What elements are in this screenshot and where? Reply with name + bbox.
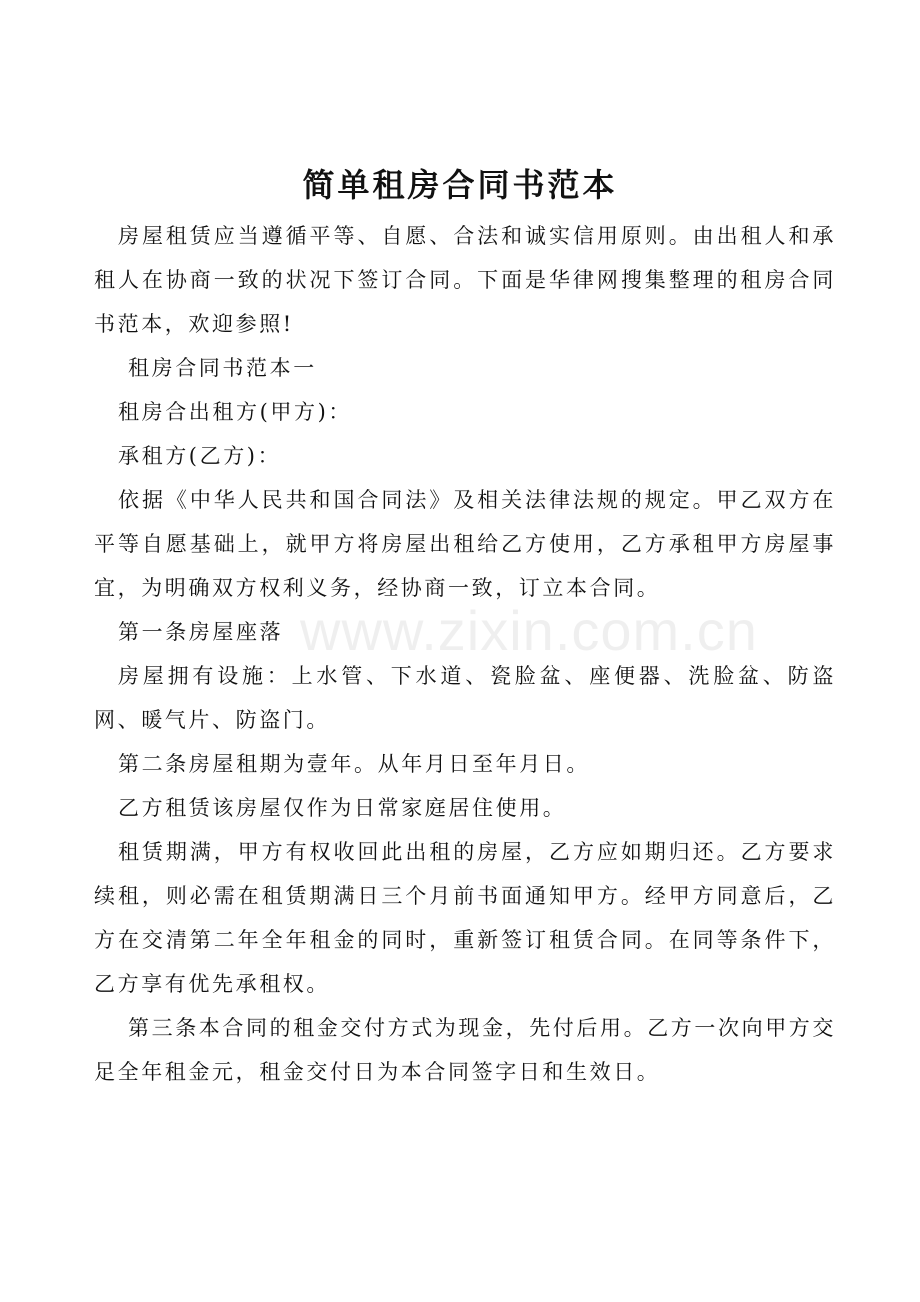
document-title: 简单租房合同书范本 bbox=[302, 166, 618, 204]
paragraph-usage: 乙方租赁该房屋仅作为日常家庭居住使用。 bbox=[118, 796, 567, 820]
paragraph-party-a: 租房合出租方(甲方)： bbox=[118, 400, 352, 424]
paragraph-article-1: 第一条房屋座落 bbox=[118, 620, 284, 644]
watermark: www.zixin.com.cn bbox=[300, 599, 758, 662]
paragraph-facilities: 房屋拥有设施：上水管、下水道、瓷脸盆、座便器、洗脸盆、防盗网、暖气片、防盗门。 bbox=[94, 664, 836, 732]
paragraph-party-b: 承租方(乙方)： bbox=[118, 444, 282, 468]
paragraph-renewal: 租赁期满，甲方有权收回此出租的房屋，乙方应如期归还。乙方要求续租，则必需在租赁期满日三个月前书面通知甲方。经甲方同意后，乙方在交清第二年全年租金的同时，重新签订租赁合同。在同等条件下，乙方享有优先承租权。 bbox=[94, 840, 836, 996]
paragraph-article-3: 第三条本合同的租金交付方式为现金，先付后用。乙方一次向甲方交足全年租金元，租金交付日为本合同签字日和生效日。 bbox=[94, 1016, 836, 1084]
paragraph-legal-basis: 依据《中华人民共和国合同法》及相关法律法规的规定。甲乙双方在平等自愿基础上，就甲方将房屋出租给乙方使用，乙方承租甲方房屋事宜，为明确双方权利义务，经协商一致，订立本合同。 bbox=[94, 488, 836, 600]
paragraph-intro: 房屋租赁应当遵循平等、自愿、合法和诚实信用原则。由出租人和承租人在协商一致的状况下签订合同。下面是华律网搜集整理的租房合同书范本，欢迎参照! bbox=[94, 224, 836, 336]
paragraph-article-2: 第二条房屋租期为壹年。从年月日至年月日。 bbox=[118, 752, 590, 776]
paragraph-sample-heading: 租房合同书范本一 bbox=[128, 356, 317, 380]
